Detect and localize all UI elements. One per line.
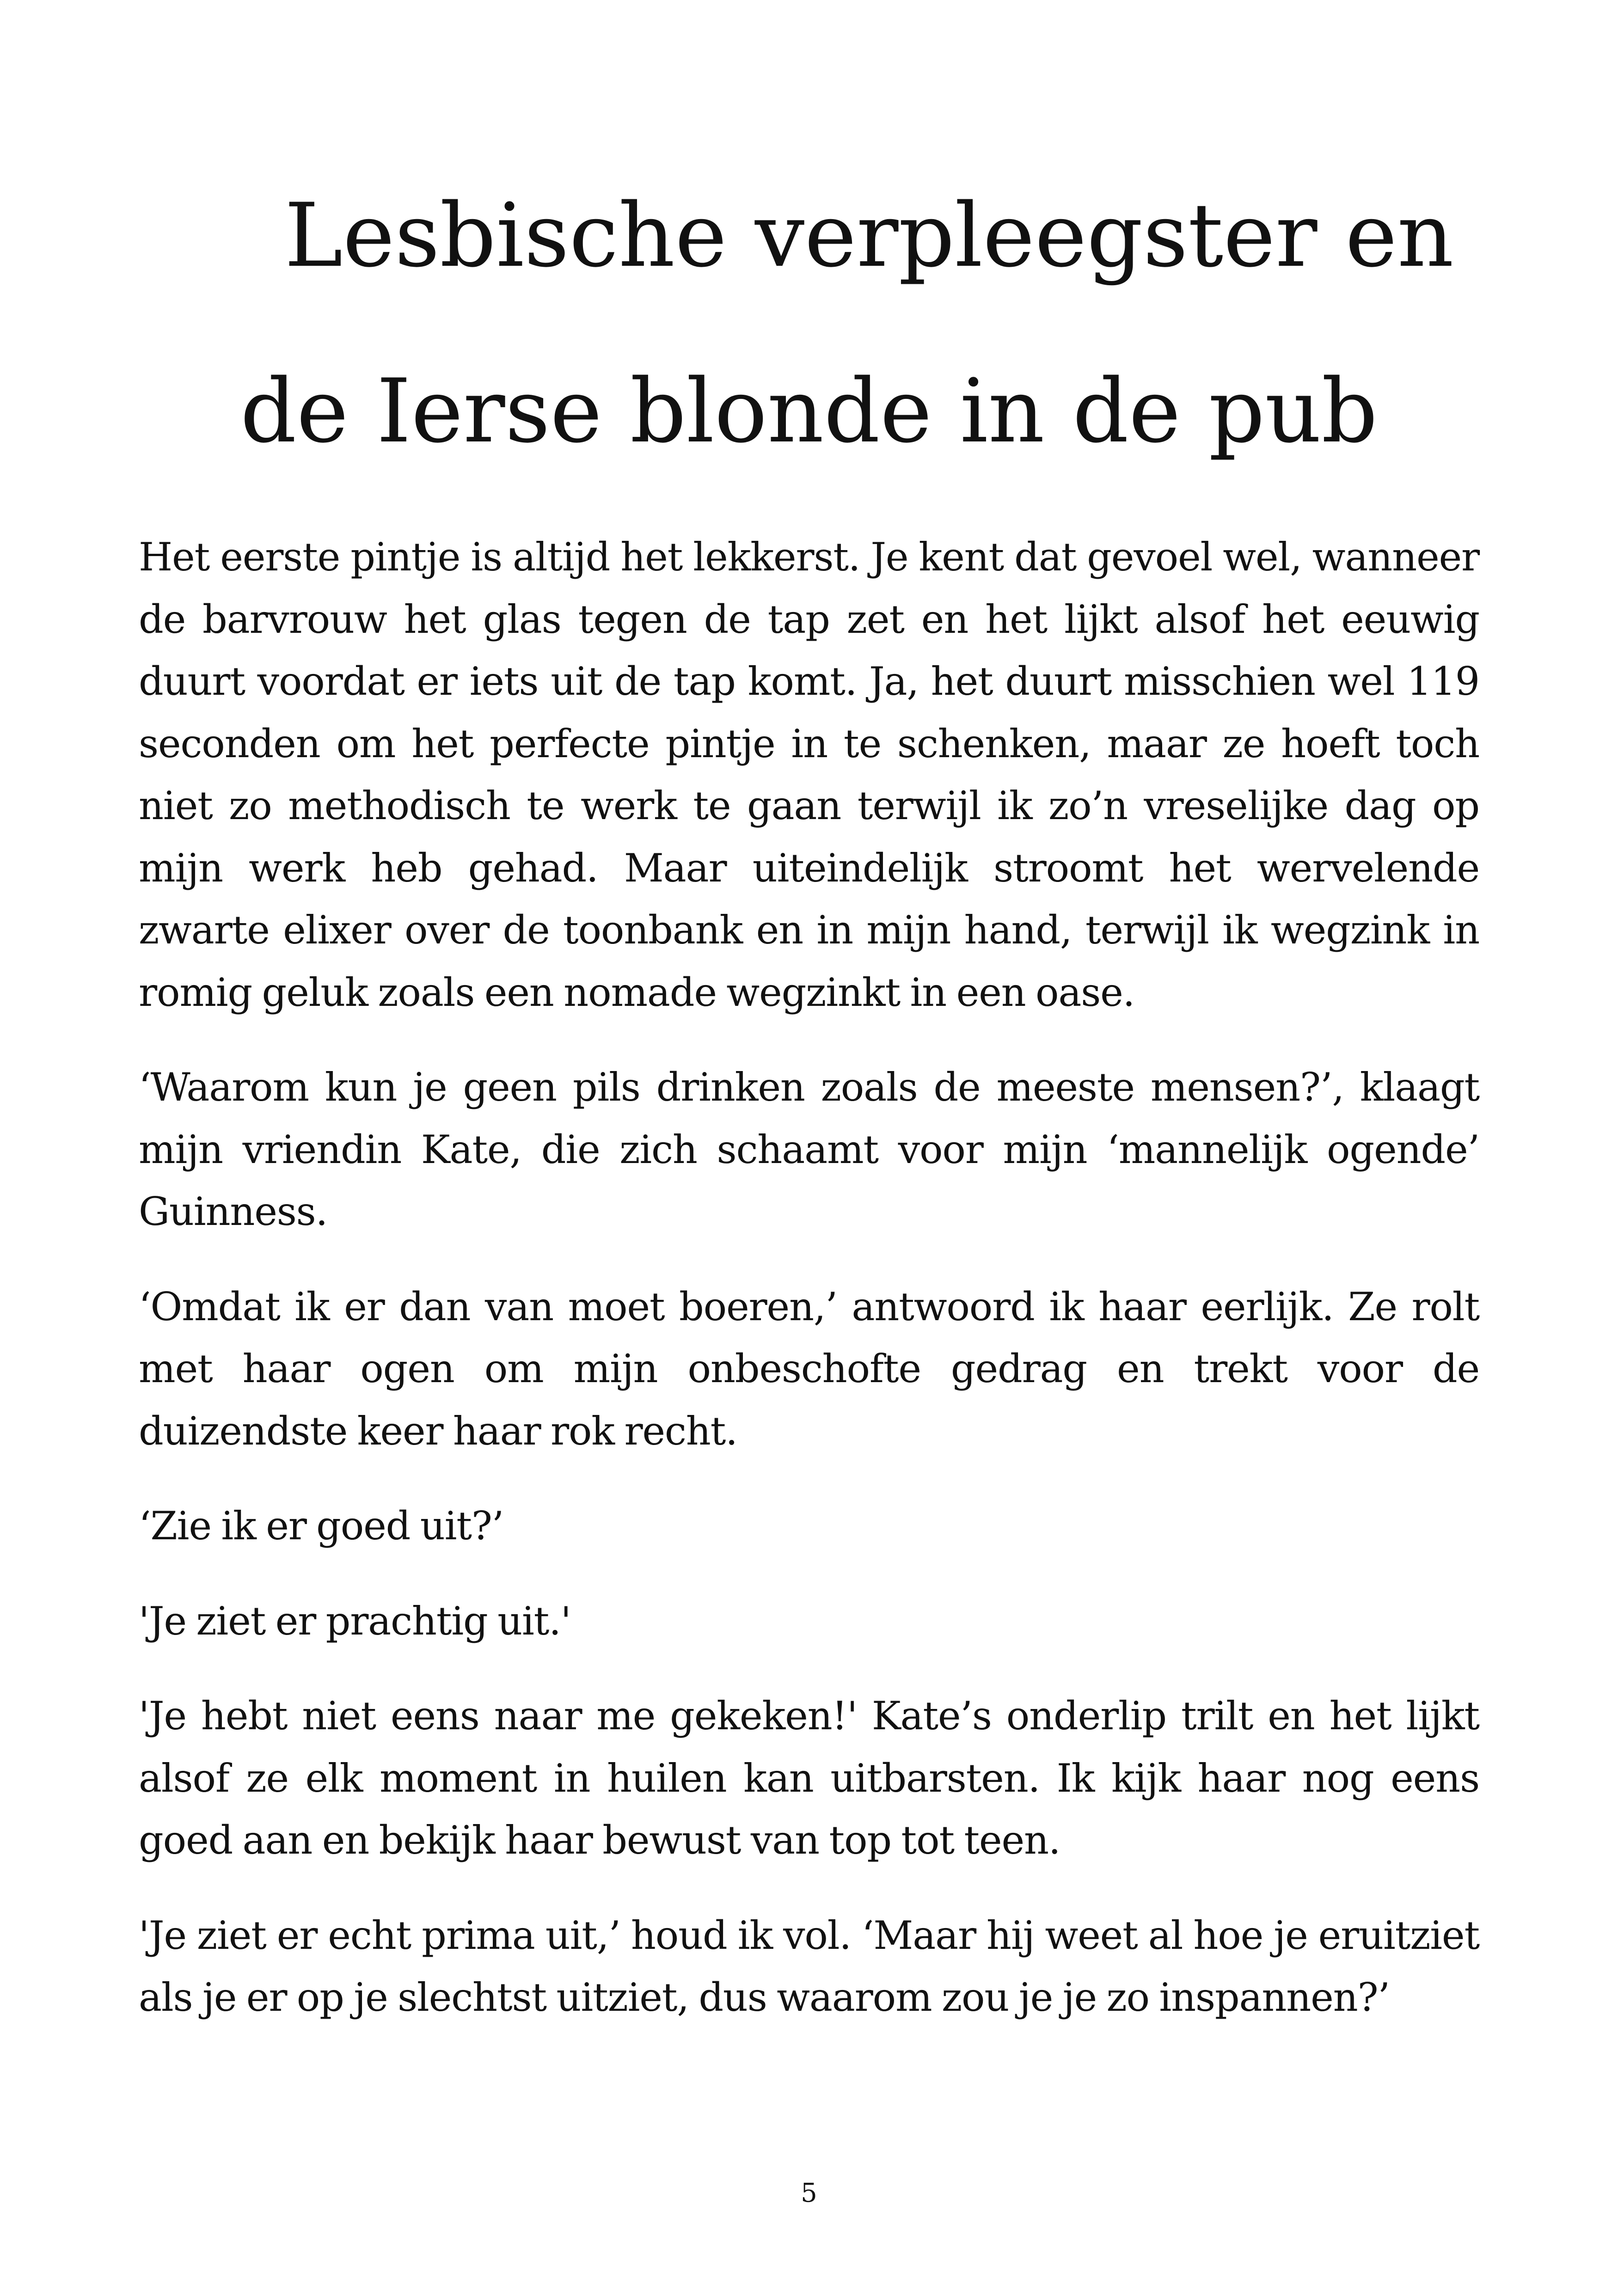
- paragraph-6: 'Je hebt niet eens naar me gekeken!' Kate’s onderlip trilt en het lijkt alsof ze elk moment in huilen kan uitbarsten. Ik kijk haar nog eens goed aan en bekijk haar bewust van top tot teen.: [139, 1693, 1479, 1863]
- paragraph-7: 'Je ziet er echt prima uit,’ houd ik vol. ‘Maar hij weet al hoe je eruitziet als je er op je slechtst uitziet, dus waarom zou je je zo inspannen?’: [139, 1912, 1479, 2020]
- chapter-title: [139, 148, 1479, 499]
- paragraph-5: 'Je ziet er prachtig uit.': [139, 1598, 571, 1644]
- page-number: 5: [801, 2178, 817, 2208]
- paragraph-2: ‘Waarom kun je geen pils drinken zoals de meeste mensen?’, klaagt mijn vriendin Kate, die zich schaamt voor mijn ‘mannelijk ogende’ Guinness.: [139, 1065, 1479, 1234]
- chapter-title-line-1: Lesbische verpleegster en: [284, 184, 1454, 287]
- body-text: [139, 526, 1479, 2062]
- paragraph-4: ‘Zie ik er goed uit?’: [139, 1503, 504, 1549]
- chapter-title-line-2: de Ierse blonde in de pub: [240, 360, 1378, 462]
- paragraph-3: ‘Omdat ik er dan van moet boeren,’ antwoord ik haar eerlijk. Ze rolt met haar ogen om mijn onbeschofte gedrag en trekt voor de duizendste keer haar rok recht.: [139, 1284, 1479, 1454]
- paragraph-1: Het eerste pintje is altijd het lekkerst. Je kent dat gevoel wel, wanneer de barvrouw het glas tegen de tap zet en het lijkt alsof het eeuwig duurt voordat er iets uit de tap komt. Ja, het duurt misschien wel 119 seconden om het perfecte pintje in te schenken, maar ze hoeft toch niet zo methodisch te werk te gaan terwijl ik zo’n vreselijke dag op mijn werk heb gehad. Maar uiteindelijk stroomt het wervelende zwarte elixer over de toonbank en in mijn hand, terwijl ik wegzink in romig geluk zoals een nomade wegzinkt in een oase.: [139, 534, 1479, 1015]
